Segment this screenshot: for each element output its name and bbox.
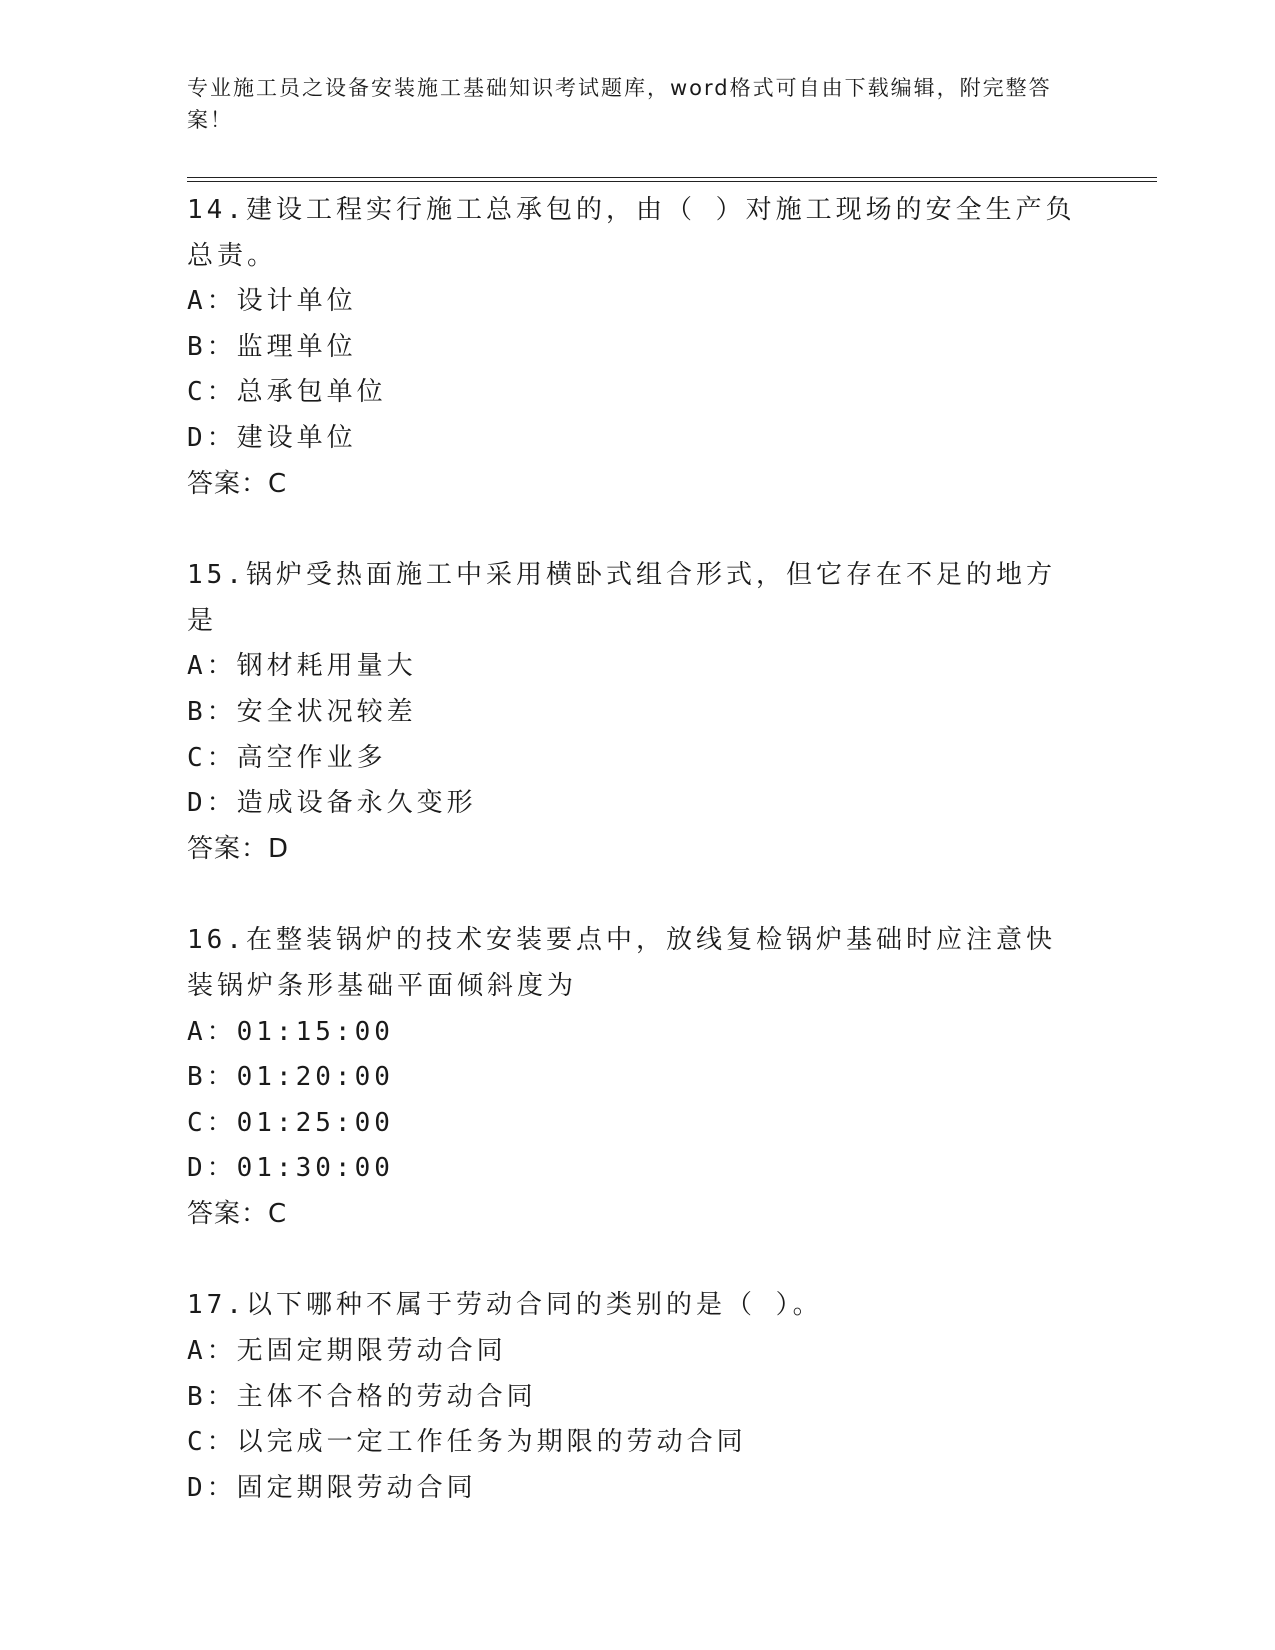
answer-text: 答案：C [187,1198,288,1229]
option-d: D：01:30:00 [187,1153,394,1184]
question-15 [187,553,1087,872]
question-stem: 14.建设工程实行施工总承包的，由（ ）对施工现场的安全生产负总责。 [187,195,1076,271]
header-divider [187,177,1157,182]
option-b: B：01:20:00 [187,1062,394,1093]
option-d: D：固定期限劳动合同 [187,1472,477,1503]
option-a: A：钢材耗用量大 [187,651,417,682]
option-a: A：01:15:00 [187,1016,394,1047]
question-14 [187,188,1087,507]
option-b: B：监理单位 [187,331,357,362]
option-b: B：安全状况较差 [187,696,417,727]
question-stem: 15.锅炉受热面施工中采用横卧式组合形式，但它存在不足的地方是 [187,560,1056,636]
option-b: B：主体不合格的劳动合同 [187,1381,537,1412]
document-header: 专业施工员之设备安装施工基础知识考试题库，word格式可自由下载编辑，附完整答案！ [187,76,1052,132]
question-list [187,188,1087,1557]
answer-text: 答案：C [187,468,288,499]
question-17 [187,1283,1087,1511]
option-c: C：以完成一定工作任务为期限的劳动合同 [187,1427,747,1458]
option-a: A：设计单位 [187,286,357,317]
option-c: C：总承包单位 [187,377,387,408]
question-stem: 16.在整装锅炉的技术安装要点中，放线复检锅炉基础时应注意快装锅炉条形基础平面倾斜度为 [187,925,1056,1001]
option-a: A：无固定期限劳动合同 [187,1336,507,1367]
answer-text: 答案：D [187,833,290,864]
question-stem: 17.以下哪种不属于劳动合同的类别的是（ ）。 [187,1290,823,1321]
option-c: C：高空作业多 [187,742,387,773]
option-d: D：造成设备永久变形 [187,788,477,819]
option-d: D：建设单位 [187,422,357,453]
option-c: C：01:25:00 [187,1107,394,1138]
question-16 [187,918,1087,1237]
